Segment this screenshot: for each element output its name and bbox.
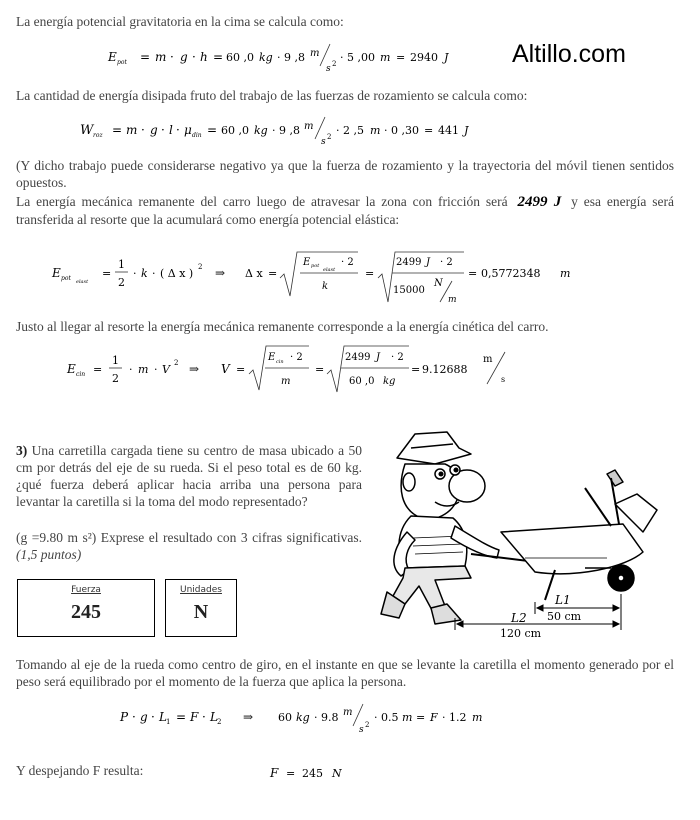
svg-text:m: m	[126, 123, 138, 137]
svg-text:·: ·	[154, 363, 158, 376]
svg-text:· 9 ,8: · 9 ,8	[272, 124, 300, 137]
problem-text: Una carretilla cargada tiene su centro de masa ubicado a 50 cm por detrás del eje de su rueda. Si el peso total es de 60 kg. ¿qué fuerza deberá aplicar hacia arriba una persona para levantar la caretilla si la toma del modo representado?	[16, 443, 362, 509]
units-value: N	[193, 601, 209, 623]
svg-text:( Δ x ): ( Δ x )	[160, 267, 194, 280]
svg-text:=: =	[176, 710, 187, 724]
svg-text:60 ,0: 60 ,0	[221, 124, 249, 137]
svg-text:pot: pot	[61, 275, 71, 282]
svg-text:V: V	[221, 362, 230, 376]
l2-dimension: 120 cm	[500, 627, 542, 640]
svg-text:s: s	[321, 137, 326, 147]
svg-text:·: ·	[202, 710, 206, 724]
svg-text:·: ·	[176, 123, 180, 137]
problem-gravity-text: (g =9.80 m s²) Exprese el resultado con 3 cifras significativas.	[16, 530, 362, 545]
paragraph-negative-work: (Y dicho trabajo puede considerarse negativo ya que la fuerza de rozamiento y la trayectoria del móvil tienen sentidos opuestos.	[16, 158, 674, 190]
svg-text:· 1.2: · 1.2	[442, 711, 467, 724]
svg-text:·: ·	[152, 267, 156, 280]
svg-text:· 2: · 2	[391, 352, 404, 363]
svg-text:⇒: ⇒	[243, 710, 254, 724]
svg-text:V: V	[162, 363, 170, 376]
svg-text:g: g	[180, 50, 188, 64]
paragraph-potential-energy: La energía potencial gravitatoria en la cima se calcula como:	[16, 14, 344, 29]
svg-text:=: =	[112, 123, 123, 137]
svg-text:kg: kg	[254, 124, 268, 137]
svg-text:N: N	[332, 767, 342, 780]
svg-text:·: ·	[151, 710, 155, 724]
svg-text:m: m	[138, 363, 149, 376]
wheelbarrow-illustration	[375, 428, 675, 643]
svg-text:2: 2	[118, 276, 125, 289]
svg-text:60 ,0: 60 ,0	[226, 51, 254, 64]
svg-text:m: m	[304, 121, 314, 132]
units-label: Unidades	[180, 585, 222, 595]
svg-text:J: J	[464, 124, 469, 137]
svg-text:⇒: ⇒	[189, 362, 200, 376]
svg-text:Δ x: Δ x	[245, 267, 263, 280]
svg-text:441: 441	[438, 124, 459, 137]
svg-text:m: m	[472, 711, 483, 724]
svg-text:din: din	[192, 132, 202, 139]
equation-torque-balance	[110, 700, 510, 738]
svg-text:k: k	[141, 267, 148, 280]
svg-text:μ: μ	[184, 123, 192, 137]
svg-text:=: =	[468, 267, 478, 280]
svg-text:pot: pot	[311, 263, 320, 269]
equation-potential-energy	[100, 38, 460, 78]
svg-text:F: F	[270, 766, 279, 780]
svg-text:60: 60	[278, 711, 292, 724]
problem-points: (1,5 puntos)	[16, 547, 82, 562]
equation-kinetic-energy	[55, 340, 535, 400]
svg-text:2: 2	[327, 133, 332, 141]
svg-text:F: F	[190, 710, 199, 724]
remaining-energy-text-a: La energía mecánica remanente del carro luego de atravesar la zona con fricción será	[16, 194, 508, 209]
svg-text:P: P	[120, 710, 129, 724]
svg-text:m: m	[155, 50, 167, 64]
svg-text:2: 2	[217, 718, 222, 726]
svg-text:g: g	[140, 710, 148, 724]
svg-text:=: =	[93, 363, 103, 376]
altillo-logo: Altillo.com	[512, 40, 626, 68]
equation-friction-work	[70, 111, 480, 153]
svg-text:·: ·	[132, 710, 136, 724]
svg-text:E: E	[52, 266, 61, 280]
svg-text:=: =	[416, 711, 426, 724]
svg-text:m: m	[448, 295, 457, 305]
svg-text:E: E	[67, 362, 76, 376]
svg-text:roz: roz	[93, 132, 103, 139]
svg-text:kg: kg	[383, 376, 396, 387]
svg-text:F: F	[430, 711, 438, 724]
svg-text:·: ·	[129, 363, 133, 376]
svg-text:m: m	[560, 267, 571, 280]
solution-despejando: Y despejando F resulta:	[16, 763, 144, 778]
problem-3-statement	[16, 442, 362, 510]
svg-text:E: E	[303, 257, 311, 268]
svg-text:g: g	[150, 123, 158, 137]
svg-text:60 ,0: 60 ,0	[349, 376, 375, 387]
svg-text:=: =	[286, 767, 296, 780]
svg-text:elast: elast	[323, 267, 336, 273]
svg-text:· 2: · 2	[341, 257, 354, 268]
svg-text:m: m	[483, 354, 493, 365]
svg-text:· 2: · 2	[440, 257, 453, 268]
svg-text:=: =	[207, 123, 218, 137]
svg-text:cin: cin	[76, 371, 86, 378]
svg-text:m: m	[343, 707, 353, 718]
svg-text:1: 1	[166, 718, 171, 726]
svg-text:m: m	[281, 376, 291, 387]
svg-text:l: l	[169, 123, 173, 137]
svg-text:J: J	[426, 257, 431, 268]
svg-text:h: h	[200, 50, 208, 64]
svg-text:=: =	[140, 50, 151, 64]
svg-text:=: =	[315, 363, 325, 376]
svg-text:2499: 2499	[345, 352, 371, 363]
remaining-energy-value: 2499 J	[517, 194, 562, 210]
svg-text:m: m	[370, 124, 381, 137]
solution-3-explanation: Tomando al eje de la rueda como centro de giro, en el instante en que se levante la caretilla el momento generado por el peso será equilibrado por el momento de la fuerza que aplica la persona.	[16, 657, 674, 689]
answer-box-force	[17, 579, 155, 637]
svg-text:2: 2	[365, 721, 370, 729]
svg-text:J: J	[376, 352, 381, 363]
svg-text:m: m	[310, 48, 320, 59]
svg-text:2: 2	[112, 372, 119, 385]
equation-elastic-energy	[40, 240, 600, 310]
elastic-result: 0,5772348	[481, 267, 541, 280]
force-value: 245	[71, 601, 101, 623]
svg-text:=: =	[396, 51, 406, 64]
svg-text:s: s	[326, 64, 331, 74]
svg-text:elast: elast	[76, 279, 89, 285]
svg-text:· 2: · 2	[290, 352, 303, 363]
svg-text:J: J	[444, 51, 449, 64]
svg-text:· 5 ,00: · 5 ,00	[340, 51, 375, 64]
svg-text:·: ·	[192, 50, 196, 64]
svg-text:k: k	[322, 281, 329, 292]
svg-text:· 9 ,8: · 9 ,8	[277, 51, 305, 64]
svg-text:·: ·	[133, 267, 137, 280]
svg-text:2499: 2499	[396, 257, 422, 268]
remaining-energy-text-b: y esa energía será transferida al resorte que la acumulará como energía potencial elástica:	[16, 194, 674, 227]
svg-text:=: =	[213, 50, 224, 64]
svg-text:1: 1	[112, 354, 119, 367]
svg-text:2940: 2940	[410, 51, 438, 64]
svg-text:m: m	[402, 711, 413, 724]
paragraph-friction-energy: La cantidad de energía disipada fruto del trabajo de las fuerzas de rozamiento se calcula como:	[16, 88, 528, 103]
answer-box-units	[165, 579, 237, 637]
svg-text:· 2 ,5: · 2 ,5	[336, 124, 364, 137]
svg-text:kg: kg	[296, 711, 310, 724]
svg-text:⇒: ⇒	[215, 266, 226, 280]
svg-text:s: s	[501, 375, 506, 384]
svg-text:=: =	[411, 363, 421, 376]
svg-text:·: ·	[141, 123, 145, 137]
svg-text:1: 1	[118, 258, 125, 271]
svg-text:245: 245	[302, 767, 323, 780]
svg-text:s: s	[359, 725, 364, 735]
svg-text:pot: pot	[117, 59, 127, 66]
l2-label: L2	[511, 611, 527, 625]
svg-text:L: L	[210, 710, 218, 724]
paragraph-remaining-energy	[16, 193, 674, 228]
svg-text:W: W	[80, 123, 94, 138]
svg-text:·: ·	[170, 50, 174, 64]
svg-text:· 0.5: · 0.5	[374, 711, 399, 724]
svg-text:=: =	[365, 267, 375, 280]
equation-final-result	[262, 760, 382, 786]
svg-text:2: 2	[174, 359, 179, 367]
svg-text:2: 2	[198, 263, 203, 271]
svg-text:cin: cin	[276, 359, 284, 365]
l1-label: L1	[555, 593, 571, 607]
svg-text:kg: kg	[259, 51, 273, 64]
svg-text:=: =	[236, 363, 246, 376]
force-label: Fuerza	[71, 585, 101, 595]
svg-text:N: N	[434, 278, 443, 289]
svg-text:m: m	[380, 51, 391, 64]
svg-text:E: E	[268, 352, 276, 363]
svg-text:=: =	[102, 267, 112, 280]
problem-number: 3)	[16, 443, 28, 458]
l1-dimension: 50 cm	[547, 610, 582, 623]
svg-text:L: L	[159, 710, 167, 724]
svg-text:2: 2	[332, 60, 337, 68]
velocity-result: 9.12688	[422, 363, 468, 376]
paragraph-kinetic-energy: Justo al llegar al resorte la energía mecánica remanente corresponde a la energía cinética del carro.	[16, 319, 549, 334]
svg-text:· 9.8: · 9.8	[314, 711, 339, 724]
svg-text:·: ·	[161, 123, 165, 137]
svg-text:· 0 ,30: · 0 ,30	[384, 124, 419, 137]
svg-text:15000: 15000	[393, 285, 425, 296]
svg-text:=: =	[424, 124, 434, 137]
svg-text:E: E	[108, 50, 117, 64]
problem-3-instructions	[16, 529, 362, 563]
svg-text:=: =	[268, 267, 278, 280]
